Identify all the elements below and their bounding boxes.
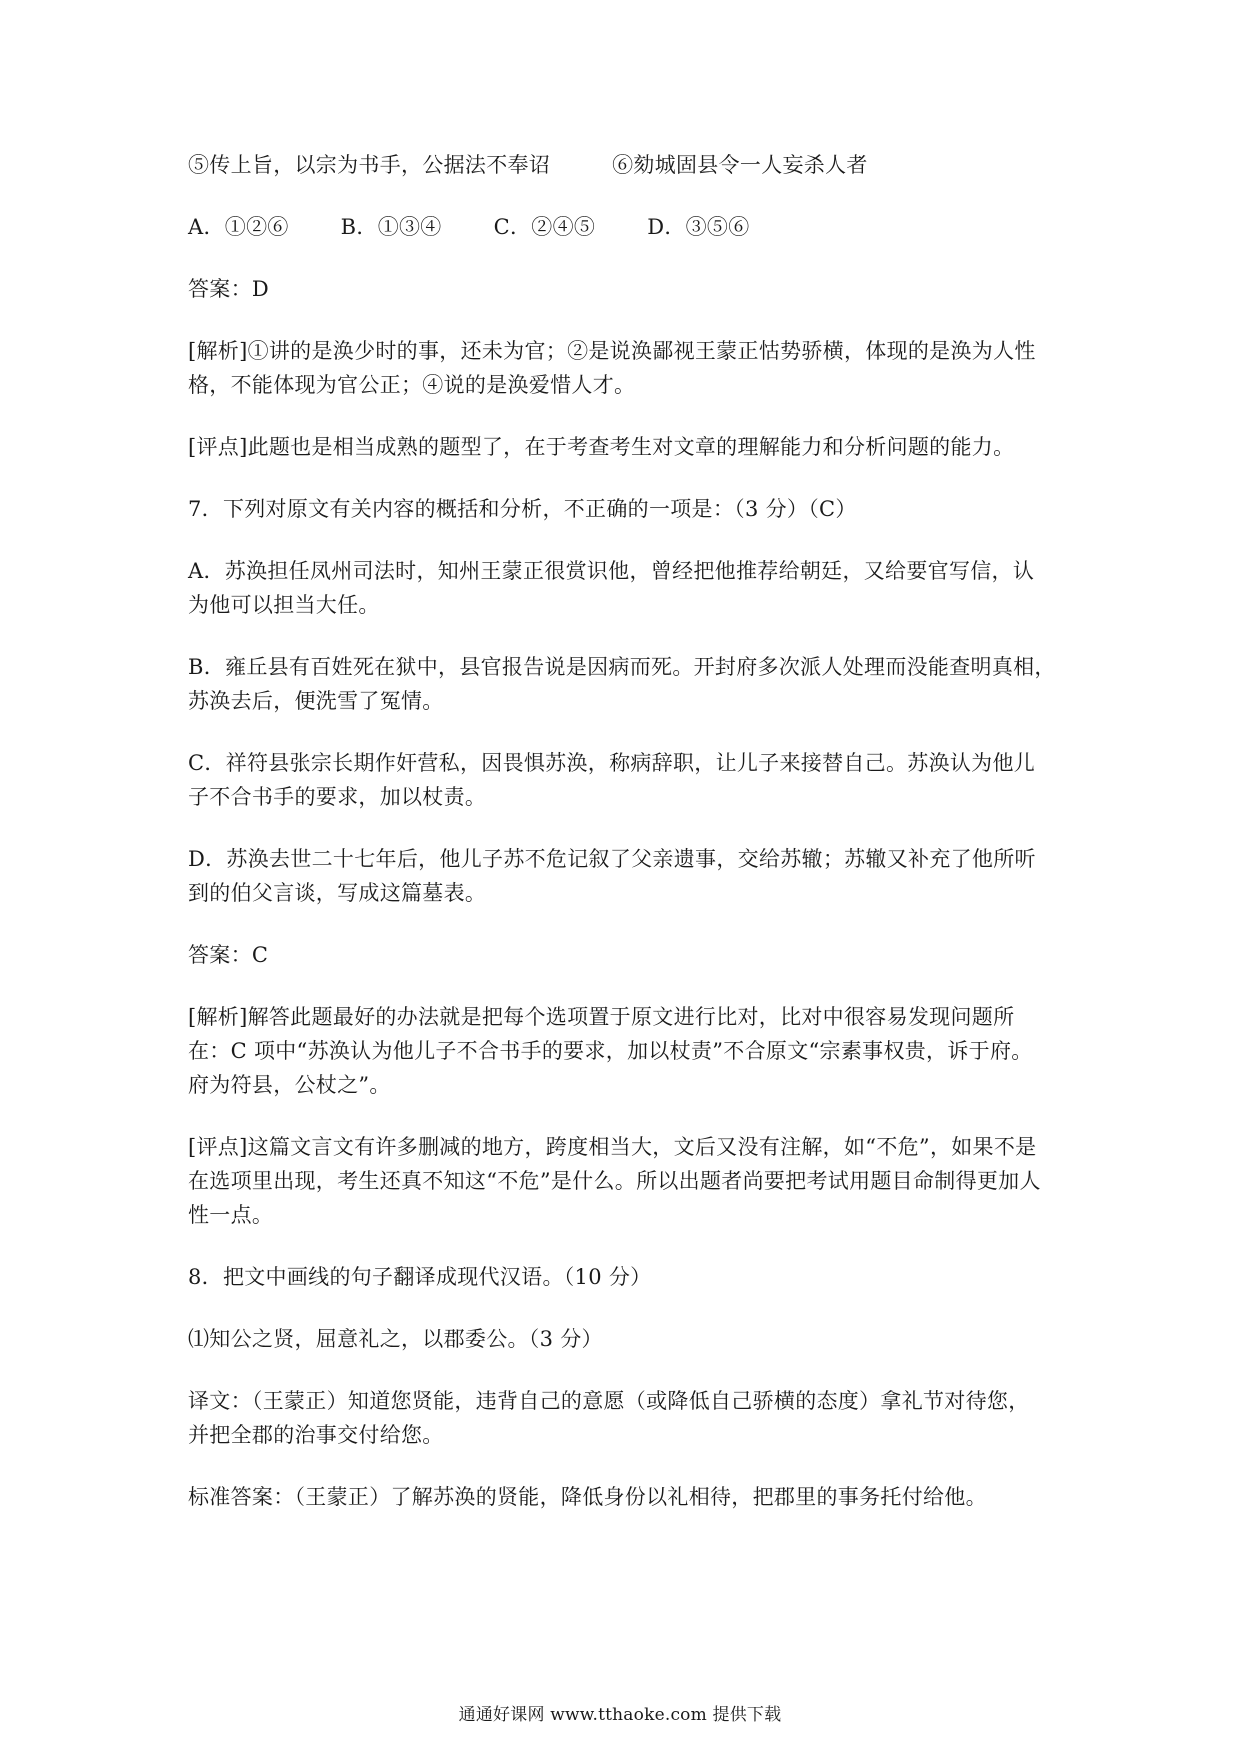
q8-1-translation-line: 并把全郡的治事交付给您。 [188,1423,444,1447]
document-page [188,148,1063,1542]
q7-option-c [188,746,1063,814]
choice-b: B．①③④ [340,215,442,239]
q7-option-c-line: 子不合书手的要求，加以杖责。 [188,785,487,809]
q7-option-d-line: D．苏涣去世二十七年后，他儿子苏不危记叙了父亲遗事，交给苏辙；苏辙又补充了他所听 [188,847,1036,871]
choice-a: A．①②⑥ [188,215,289,239]
q7-answer: 答案：C [188,943,269,967]
q8-1-translation [188,1384,1063,1452]
q7-comment-line: [评点]这篇文言文有许多删减的地方，跨度相当大，文后又没有注解，如“不危”，如果不是 [188,1135,1037,1159]
q7-option-c-line: C．祥符县张宗长期作奸营私，因畏惧苏涣，称病辞职，让儿子来接替自己。苏涣认为他儿 [188,751,1036,775]
q7-stem: 7．下列对原文有关内容的概括和分析，不正确的一项是：（3 分）（C） [188,497,857,521]
q8-1-standard-answer: 标准答案：（王蒙正）了解苏涣的贤能，降低身份以礼相待，把郡里的事务托付给他。 [188,1485,987,1509]
q7-option-a-line: A．苏涣担任凤州司法时，知州王蒙正很赏识他，曾经把他推荐给朝廷，又给要官写信，认 [188,559,1035,583]
q7-analysis-line: [解析]解答此题最好的办法就是把每个选项置于原文进行比对，比对中很容易发现问题所 [188,1005,1015,1029]
q6-choices [188,210,1063,244]
q7-analysis [188,1000,1063,1102]
q6-analysis-line: 格，不能体现为官公正；④说的是涣爱惜人才。 [188,373,636,397]
q6-options-line [188,148,1063,182]
option-5: ⑤传上旨，以宗为书手，公据法不奉诏 [188,153,551,177]
q7-option-a-line: 为他可以担当大任。 [188,593,380,617]
q7-option-d [188,842,1063,910]
q7-option-b [188,650,1063,718]
q7-comment-line: 在选项里出现，考生还真不知这“不危”是什么。所以出题者尚要把考试用题目命制得更加人 [188,1169,1041,1193]
q7-option-b-line: 苏涣去后，便洗雪了冤情。 [188,689,444,713]
choice-c: C．②④⑤ [493,215,596,239]
q6-comment: [评点]此题也是相当成熟的题型了，在于考查考生对文章的理解能力和分析问题的能力。 [188,435,1015,459]
q6-answer: 答案：D [188,277,270,301]
q7-comment [188,1130,1063,1232]
q6-analysis [188,334,1063,402]
q7-option-b-line: B．雍丘县有百姓死在狱中，县官报告说是因病而死。开封府多次派人处理而没能查明真相， [188,655,1056,679]
q7-option-a [188,554,1063,622]
q7-comment-line: 性一点。 [188,1203,274,1227]
q8-1-translation-line: 译文：（王蒙正）知道您贤能，违背自己的意愿（或降低自己骄横的态度）拿礼节对待您， [188,1389,1030,1413]
q7-option-d-line: 到的伯父言谈，写成这篇墓表。 [188,881,487,905]
q7-analysis-line: 在：C 项中“苏涣认为他儿子不合书手的要求，加以杖责”不合原文“宗素事权贵，诉于府。 [188,1039,1033,1063]
option-6: ⑥劾城固县令一人妄杀人者 [612,153,868,177]
page-footer: 通通好课网 www.tthaoke.com 提供下载 [458,1705,782,1725]
q8-stem: 8．把文中画线的句子翻译成现代汉语。（10 分） [188,1265,652,1289]
q8-1-sentence: ⑴知公之贤，屈意礼之，以郡委公。（3 分） [188,1327,603,1351]
q7-analysis-line: 府为符县，公杖之”。 [188,1073,391,1097]
q6-analysis-line: [解析]①讲的是涣少时的事，还未为官；②是说涣鄙视王蒙正怙势骄横，体现的是涣为人性 [188,339,1036,363]
choice-d: D．③⑤⑥ [647,215,750,239]
